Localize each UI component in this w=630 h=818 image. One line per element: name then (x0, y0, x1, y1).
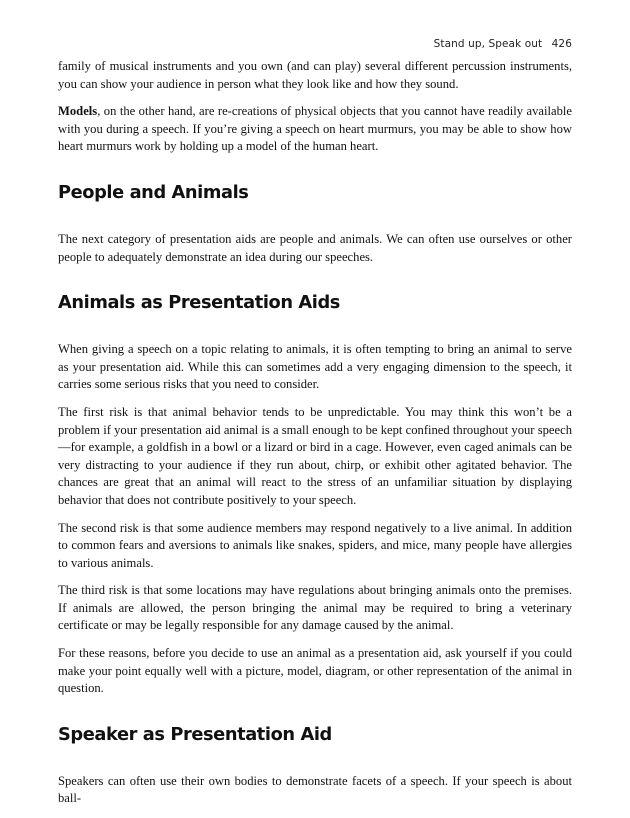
heading-animals-as-presentation-aids: Animals as Presentation Aids (58, 292, 340, 314)
page-body (58, 58, 572, 818)
running-title: Stand up, Speak out (433, 38, 543, 50)
paragraph-models-text: , on the other hand, are re-creations of physical objects that you cannot have readily available with you during a speech. If you’re giving a speech on heart murmurs, you may be able to show how heart murmurs work by holding up a model of the human heart. (58, 104, 572, 154)
running-header (434, 38, 572, 50)
paragraph-conclusion: For these reasons, before you decide to use an animal as a presentation aid, ask yourself if you could make your point equally well with a picture, model, diagram, or other representation of the animal in question. (58, 646, 572, 696)
heading-speaker-as-presentation-aid: Speaker as Presentation Aid (58, 723, 332, 745)
paragraph-speaker: Speakers can often use their own bodies to demonstrate facets of a speech. If your speech is about ball- (58, 773, 572, 806)
paragraph-animals-intro: When giving a speech on a topic relating to animals, it is often tempting to bring an animal to serve as your presentation aid. While this can sometimes add a very engaging dimension to the speech, it carries some serious risks that you need to consider. (58, 342, 572, 392)
paragraph-third-risk: The third risk is that some locations may have regulations about bringing animals onto the premises. If animals are allowed, the person bringing the animal may be required to bring a veterinary certificate or may be legally responsible for any damage caused by the animal. (58, 583, 572, 633)
paragraph-people-and-animals: The next category of presentation aids are people and animals. We can often use ourselves or other people to adequately demonstrate an idea during our speeches. (58, 231, 572, 264)
heading-people-and-animals: People and Animals (58, 181, 249, 203)
paragraph-first-risk: The first risk is that animal behavior tends to be unpredictable. You may think this won’t be a problem if your presentation aid animal is a small enough to be kept confined throughout your speech—for example, a goldfish in a bowl or a lizard or bird in a cage. However, even caged animals can be very distracting to your audience if they run about, chirp, or exhibit other agitated behavior. The chances are great that an animal will react to the stress of an unfamiliar situation by displaying behavior that does not contribute positively to your speech. (58, 404, 572, 507)
page-number: 426 (551, 38, 572, 50)
paragraph-instruments-continued: family of musical instruments and you own (and can play) several different percussion instruments, you can show your audience in person what they look like and how they sound. (58, 59, 572, 91)
term-models: Models (58, 104, 98, 119)
paragraph-models (58, 103, 572, 156)
paragraph-second-risk: The second risk is that some audience members may respond negatively to a live animal. In addition to common fears and aversions to animals like snakes, spiders, and mice, many people have allergies to various animals. (58, 520, 572, 570)
